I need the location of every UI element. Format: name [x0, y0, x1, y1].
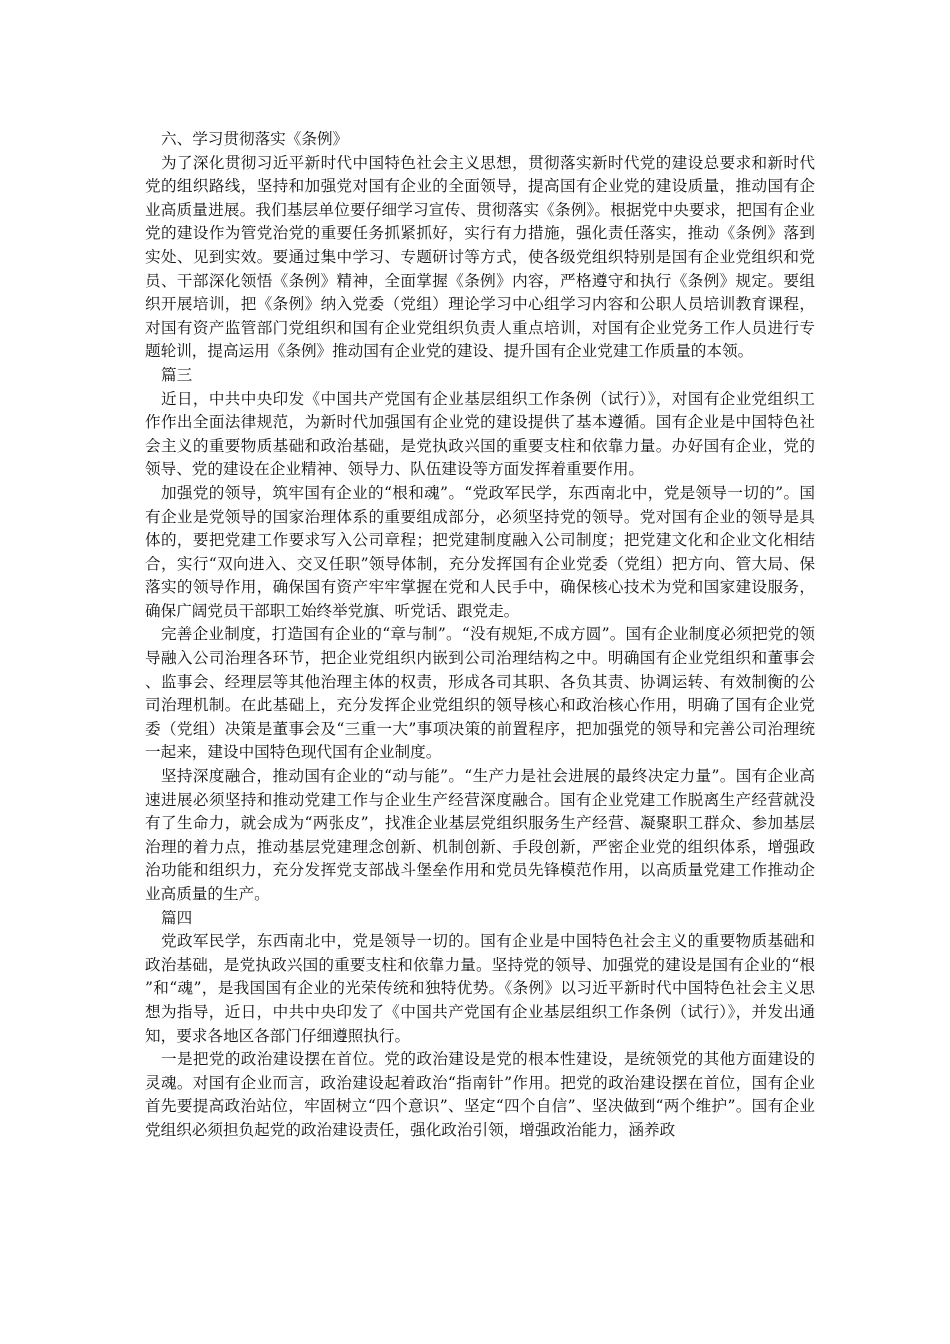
paragraph-regulations-issued: 近日，中共中央印发《中国共产党国有企业基层组织工作条例（试行）》，对国有企业党组织工作作出全面法律规范，为新时代加强国有企业党的建设提供了基本遵循。国有企业是中国特色社会主义的重要物质基础和政治基础，是党执政兴国的重要支柱和依靠力量。办好国有企业，党的领导、党的建设在企业精神、领导力、队伍建设等方面发挥着重要作用。 [145, 389, 815, 479]
paragraph-deep-integration: 坚持深度融合，推动国有企业的“动与能”。“生产力是社会进展的最终决定力量”。国有企业高速进展必须坚持和推动党建工作与企业生产经营深度融合。国有企业党建工作脱离生产经营就没有了生命力，就会成为“两张皮”，找准企业基层党组织服务生产经营、凝聚职工群众、参加基层治理的着力点，推动基层党建理念创新、机制创新、手段创新，严密企业党的组织体系，增强政治功能和组织力，充分发挥党支部战斗堡垒作用和党员先锋模范作用，以高质量党建工作推动企业高质量的生产。 [145, 767, 815, 903]
paragraph-party-leadership: 加强党的领导，筑牢国有企业的“根和魂”。“党政军民学，东西南北中，党是领导一切的”。国有企业是党领导的国家治理体系的重要组成部分，必须坚持党的领导。党对国有企业的领导是具体的，要把党建工作要求写入公司章程；把党建制度融入公司制度；把党建文化和企业文化相结合，实行“双向进入、交叉任职”领导体制，充分发挥国有企业党委（党组）把方向、管大局、保落实的领导作用，确保国有资产牢牢掌握在党和人民手中，确保核心技术为党和国家建设服务，确保广阔党员干部职工始终举党旗、听党话、跟党走。 [145, 483, 815, 620]
part-heading-3: 篇三 [161, 365, 193, 384]
section-heading-6: 六、学习贯彻落实《条例》 [161, 130, 349, 148]
part-heading-4: 篇四 [161, 908, 193, 927]
paragraph-implement-regulations: 为了深化贯彻习近平新时代中国特色社会主义思想，贯彻落实新时代党的建设总要求和新时代党的组织路线，坚持和加强党对国有企业的全面领导，提高国有企业党的建设质量，推动国有企业高质量进展。我们基层单位要仔细学习宣传、贯彻落实《条例》。根据党中央要求，把国有企业党的建设作为管党治党的重要任务抓紧抓好，实行有力措施，强化责任落实，推动《条例》落到实处、见到实效。要通过集中学习、专题研讨等方式，使各级党组织特别是国有企业党组织和党员、干部深化领悟《条例》精神，全面掌握《条例》内容，严格遵守和执行《条例》规定。要组织开展培训，把《条例》纳入党委（党组）理论学习中心组学习内容和公职人员培训教育课程，对国有资产监管部门党组织和国有企业党组织负责人重点培训，对国有企业党务工作人员进行专题轮训，提高运用《条例》推动国有企业党的建设、提升国有企业党建工作质量的本领。 [145, 153, 815, 361]
paragraph-political-construction: 一是把党的政治建设摆在首位。党的政治建设是党的根本性建设，是统领党的其他方面建设的灵魂。对国有企业而言，政治建设起着政治“指南针”作用。把党的政治建设摆在首位，国有企业首先要提高政治站位，牢固树立“四个意识”、坚定“四个自信”、坚决做到“两个维护”。国有企业党组织必须担负起党的政治建设责任，强化政治引领，增强政治能力，涵养政 [145, 1050, 815, 1139]
document-page [145, 128, 815, 1143]
paragraph-root-and-soul: 党政军民学，东西南北中，党是领导一切的。国有企业是中国特色社会主义的重要物质基础和政治基础，是党执政兴国的重要支柱和依靠力量。坚持党的领导、加强党的建设是国有企业的“根”和“魂”，是我国国有企业的光荣传统和独特优势。《条例》以习近平新时代中国特色社会主义思想为指导，近日，中共中央印发了《中国共产党国有企业基层组织工作条例（试行）》，并发出通知，要求各地区各部门仔细遵照执行。 [145, 932, 815, 1045]
paragraph-enterprise-system: 完善企业制度，打造国有企业的“章与制”。“没有规矩,不成方圆”。国有企业制度必须把党的领导融入公司治理各环节，把企业党组织内嵌到公司治理结构之中。明确国有企业党组织和董事会、监事会、经理层等其他治理主体的权责，形成各司其职、各负其责、协调运转、有效制衡的公司治理机制。在此基础上，充分发挥企业党组织的领导核心和政治核心作用，明确了国有企业党委（党组）决策是董事会及“三重一大”事项决策的前置程序，把加强党的领导和完善公司治理统一起来，建设中国特色现代国有企业制度。 [145, 625, 815, 762]
